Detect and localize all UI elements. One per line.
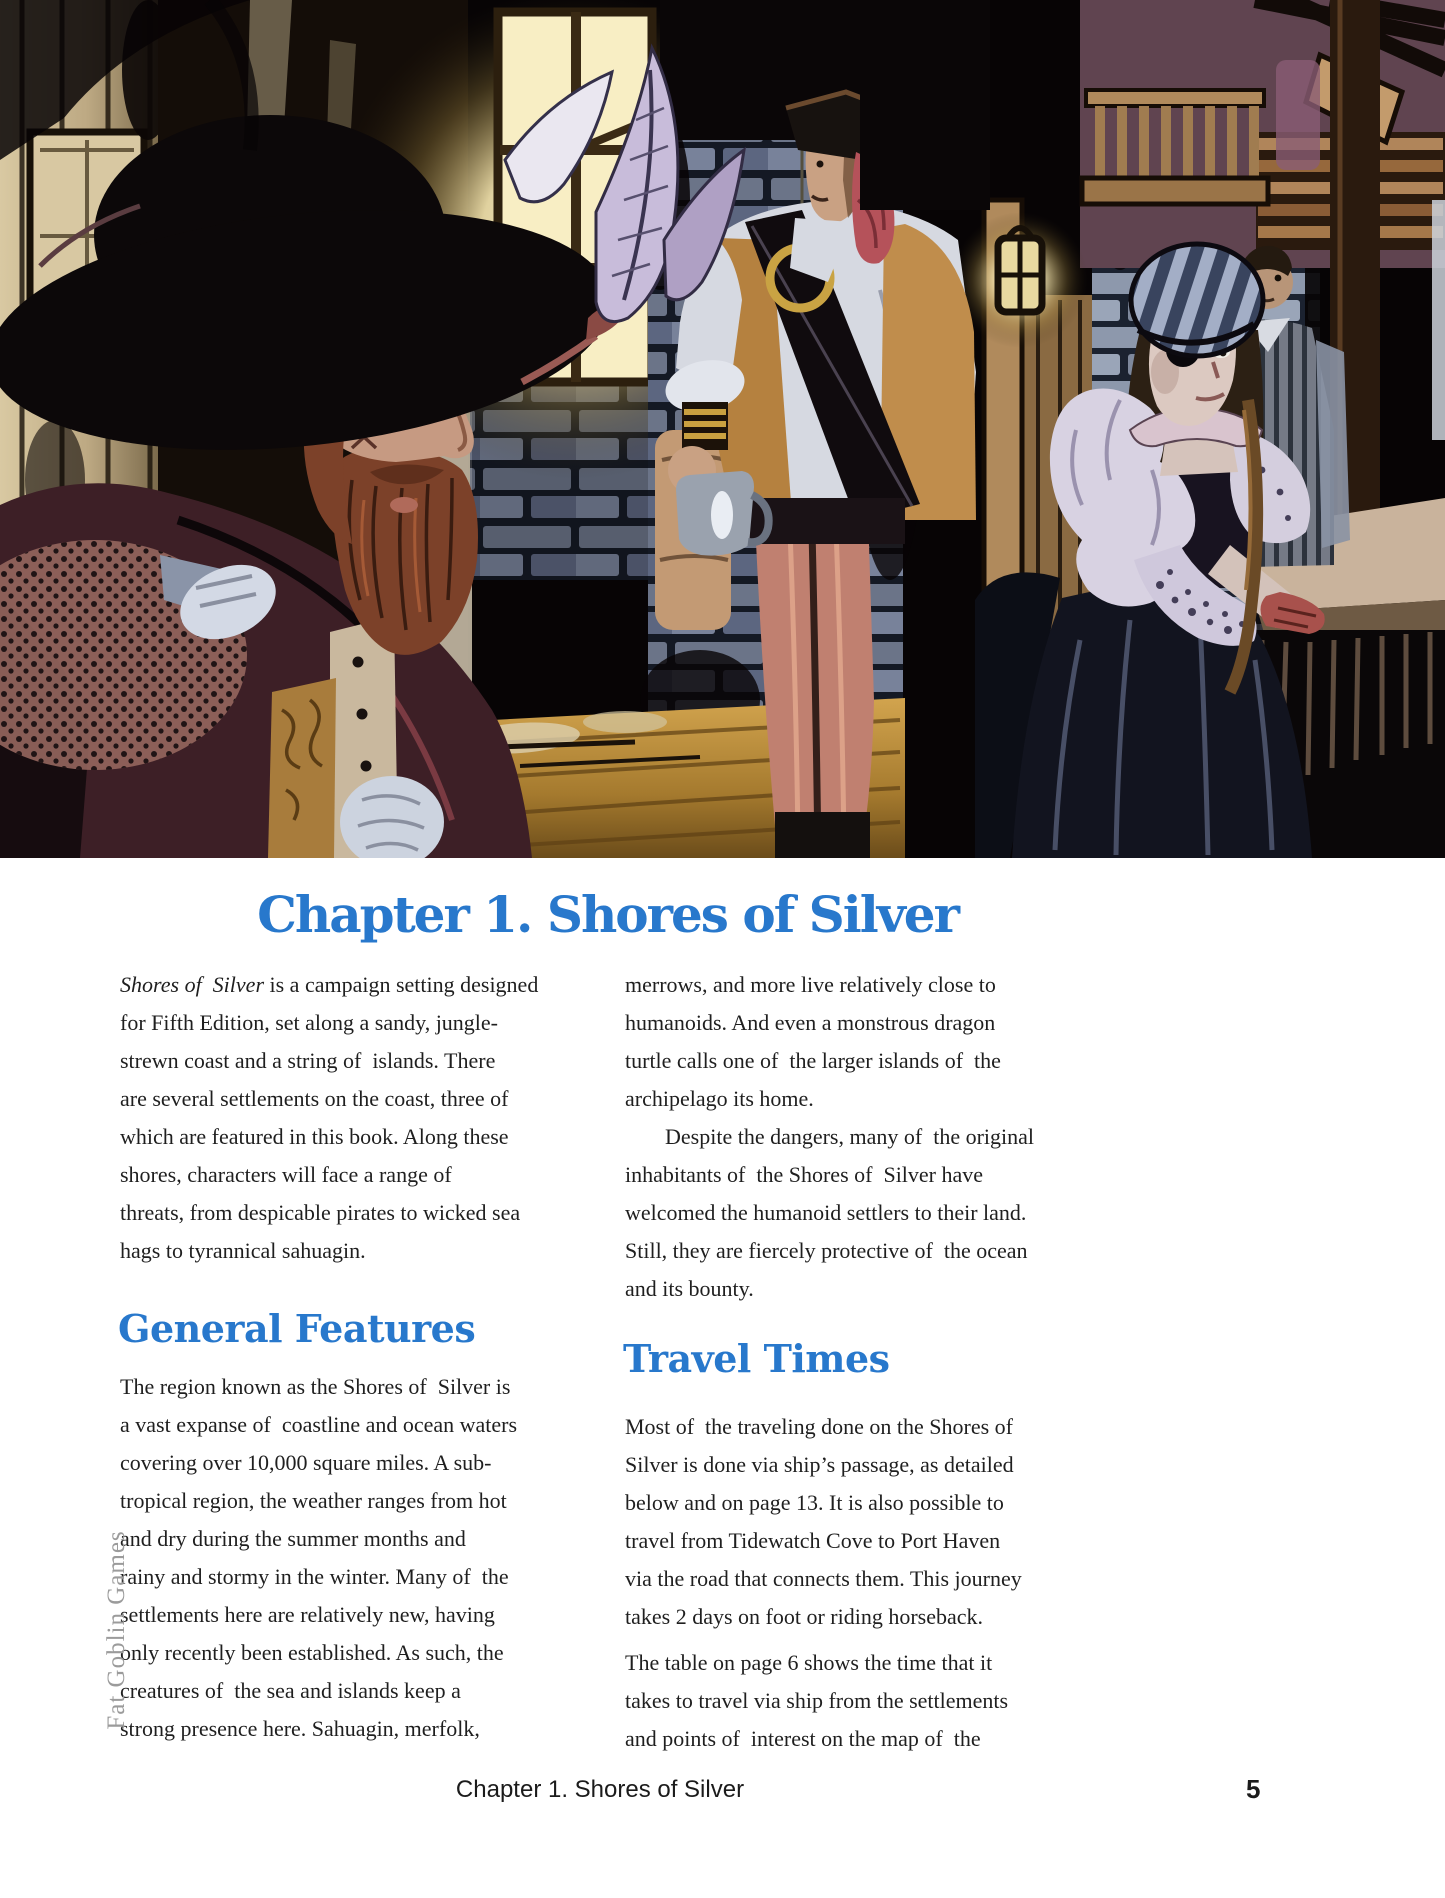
boots bbox=[775, 812, 870, 858]
chapter-title: Chapter 1. Shores of Silver bbox=[257, 885, 958, 944]
heading-travel-times: Travel Times bbox=[623, 1336, 890, 1381]
footer-chapter-label: Chapter 1. Shores of Silver bbox=[455, 1776, 745, 1803]
left-text-column bbox=[120, 966, 590, 1748]
travel-times-paragraph: Most of the traveling done on the Shores of Silver is done via ship’s passage, as detailed below and on page 13. It is also possible to travel from Tidewatch Cove to Port Haven via the road that connects them. This journey takes 2 days on foot or riding horseback. bbox=[625, 1414, 1022, 1629]
general-features-paragraph: The region known as the Shores of Silver is a vast expanse of coastline and ocean waters covering over 10,000 square miles. A sub- tropical region, the weather ranges from hot and dry during the summer months and rainy and stormy in the winter. Many of the settlements here are relatively new, having only recently been established. As such, the creatures of the sea and islands keep a strong presence here. Sahuagin, merfolk, bbox=[120, 1374, 518, 1741]
travel-table-paragraph: The table on page 6 shows the time that it takes to travel via ship from the settlements and points of interest on the map of the bbox=[625, 1650, 1009, 1751]
right-text-column bbox=[625, 966, 1103, 1758]
publisher-credit: Fat Goblin Games bbox=[103, 1530, 130, 1730]
continued-paragraph: merrows, and more live relatively close to humanoids. And even a monstrous dragon turtle calls one of the larger islands of the archipelago its home. Despite the dangers, many of the original inhabitants of the Shores of Silver have welcomed the humanoid settlers to their land. Still, they are fiercely protective of the ocean and its bounty. bbox=[625, 972, 1035, 1301]
page-number: 5 bbox=[1246, 1774, 1261, 1804]
heading-general-features: General Features bbox=[118, 1306, 476, 1351]
hero-illustration bbox=[0, 0, 1445, 858]
intro-paragraph: Shores of Silver is a campaign setting designed for Fifth Edition, set along a sandy, jungle- strewn coast and a string of islands. There are several settlements on the coast, three of which are featured in this book. Along these shores, characters will face a range of threats, from despicable pirates to wicked sea hags to tyrannical sahuagin. bbox=[120, 972, 539, 1263]
paisley-vest-strip bbox=[268, 678, 336, 858]
